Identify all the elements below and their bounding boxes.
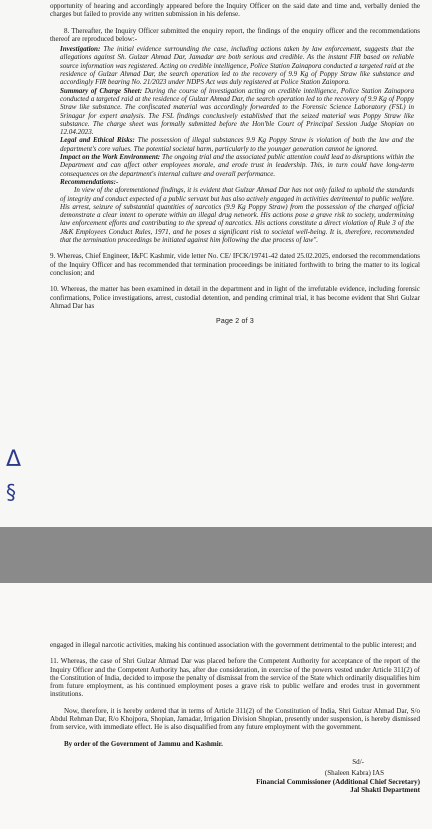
sd-mark: Sd/- [352,757,364,766]
impact-body: The ongoing trial and the associated public attention could lead to disruptions within the Department and can affect other employees morale, and erode trust in leadership. This, in turn could have long-term consequences on the department's internal culture and overall performance. [60,153,414,178]
charge-sheet-body: During the course of investigation acting on credible intelligence, Police Station Zainapora conducted a targeted raid at the residence of Gulzar Ahmad Dar, the search operation led to the recovery of 9.9 Kg of Poppy Straw like substance. The confiscated material was accordingly forwarded to the Forensic Science Laboratory (FSL) in Srinagar for expert analysis. The FSL findings conclusively established that the seized material was Poppy Straw like substance. The charge sheet was formally submitted before the Hon'ble Court of Principal Session Judge Shopian on 12.04.2023. [60,86,414,137]
signatory-department: Jal Shakti Department [350,786,420,795]
charge-sheet-heading: Summary of Charge Sheet: [60,86,143,95]
impact-heading: Impact on the Work Environment: [60,153,161,162]
signatory-designation: Financial Commissioner (Additional Chief Secretary) [256,777,420,786]
work-environment-impact [60,153,420,178]
investigation-finding [60,45,420,86]
opening-text: opportunity of hearing and accordingly appeared before the Inquiry Officer on the said date and time and, verbally denied the charges but failed to provide any written submission in his defense. [50,2,420,19]
paragraph-9: 9. Whereas, Chief Engineer, I&FC Kashmir, vide letter No. CE/ IFCK/19741-42 dated 25.02.2025, endorsed the recommendations of the Inquiry Officer and has recommended that termination proceedings be initiated forthwith to bring the matter to its logical conclusion; and [50,252,420,277]
paragraph-10: 10. Whereas, the matter has been examined in detail in the department and in light of the irrefutable evidence, including forensic confirmations, Police investigations, arrest, custodial detention, and pending criminal trial, it has become evident that Shri Gulzar Ahmad Dar has [50,285,420,310]
recommendations-body: In view of the aforementioned findings, it is evident that Gulzar Ahmad Dar has not only failed to uphold the standards of integrity and conduct expected of a public servant but has also actively engaged in activities detrimental to public welfare. His arrest, seizure of substantial quantities of narcotics (9.9 Kg Poppy Straw) from the possession of the charged official demonstrate a clear intent to operate within an illegal drug network. His actions pose a grave risk to society, undermining law enforcement efforts and contributing to the spread of narcotics. His actions constitute a direct violation of Rule 3 of the J&K Employees Conduct Rules, 1971, and he poses a significant risk to societal well-being. It is, therefore, recommended that the termination proceedings be initiated against him following the due process of law". [60,186,414,245]
legal-heading: Legal and Ethical Risks: [60,136,135,145]
page-number: Page 2 of 3 [215,318,254,326]
paragraph-11: 11. Whereas, the case of Shri Gulzar Ahmad Dar was placed before the Competent Authority for acceptance of the report of the Inquiry Officer and the Competent Authority has, after due consideration, in exercise of the powers vested under Article 311(2) of the Constitution of India, decided to impose the penalty of dismissal from the service of the State which ordinarily disqualifies him from future employment, as his continued employment poses a grave risk to public welfare and erodes trust in government institutions. [50,657,420,699]
dismissal-order: Now, therefore, it is hereby ordered that in terms of Article 311(2) of the Constitution of India, Shri Gulzar Ahmad Dar, S/o Abdul Rehman Dar, R/o Khojpora, Shopian, Jamadar, Irrigation Division Shopian, presently under suspension, is hereby dismissed from service, with immediate effect. He is also disqualified from any future employment with the government. [50,706,420,732]
paragraph-8-intro: 8. Thereafter, the Inquiry Officer submitted the enquiry report, the findings of the enquiry officer and the recommendations thereof are reproduced below:- [50,26,420,43]
legal-body: The possession of illegal substances 9.9 Kg Poppy Straw is violation of both the law and the department's core values. The potential societal harm, particularly to the younger generation cannot be ignored. [60,136,414,153]
by-order-line: By order of the Government of Jammu and Kashmir. [64,739,223,748]
recommendations-heading: Recommendations:- [60,177,119,186]
investigation-body: The initial evidence surrounding the case, including actions taken by law enforcement, suggests that the allegations against Sh. Gulzar Ahmad Dar, Jamadar are both serious and credible. As the instant FIR based on reliable source information was registered. Acting on credible intelligence, Police Station Zainapora conducted a targeted raid at the residence of Gulzar Ahmad Dar, the search operation led to the recovery of 9.9 Kg of Poppy Straw like substance and accordingly FIR bearing No. 21/2023 under NDPS Act was duly registered at Police Station Zainpora. [60,45,414,87]
charge-sheet-summary [60,87,420,137]
page-separator [0,527,432,583]
investigation-heading: Investigation: [60,45,101,54]
document-page-3 [0,583,432,829]
legal-ethical-risks [60,136,420,153]
continuation-text: engaged in illegal narcotic activities, making his continued association with the government detrimental to the public interest; and [50,641,417,649]
handwritten-margin-mark: Δ [6,447,22,472]
signatory-name: (Shaleen Kabra) IAS [324,769,384,778]
handwritten-margin-mark-2: § [6,480,16,504]
